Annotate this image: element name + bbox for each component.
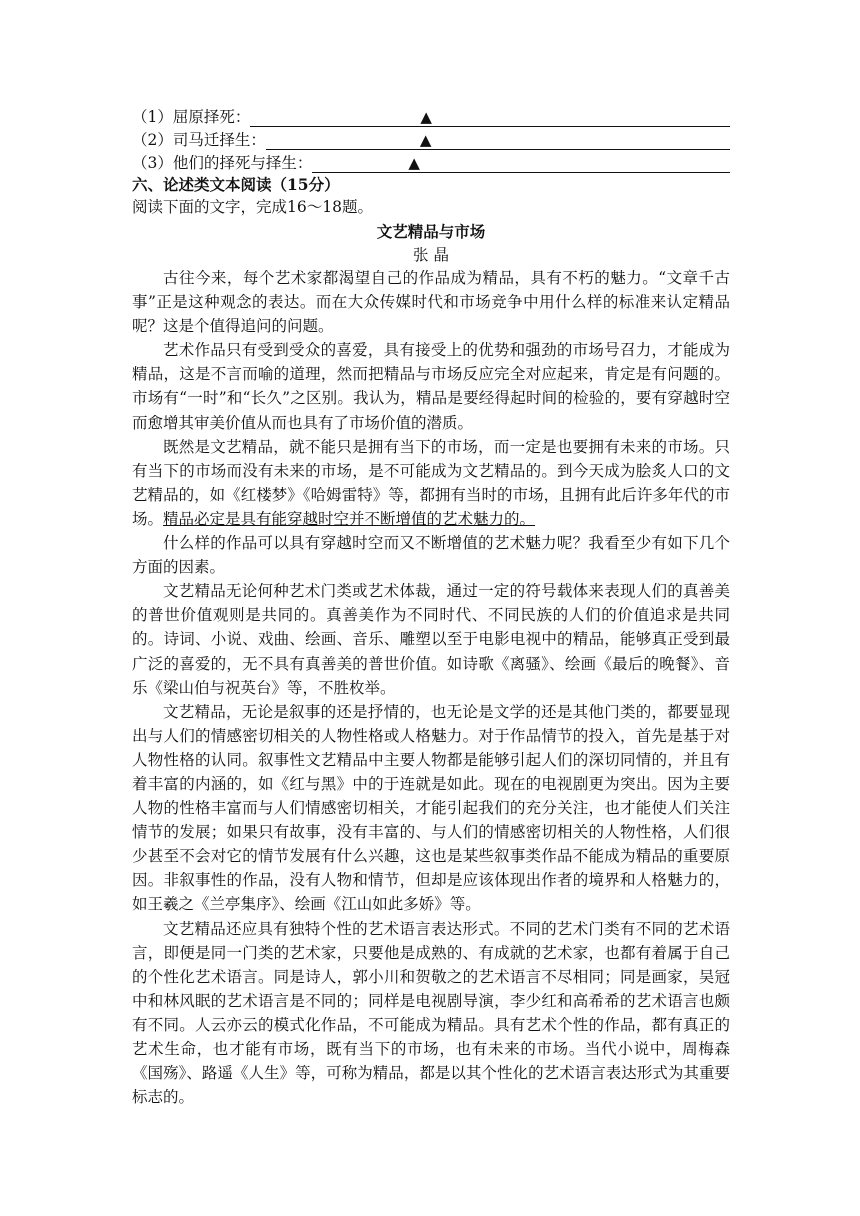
triangle-marker-icon: ▲ bbox=[408, 154, 420, 172]
question-3 bbox=[132, 150, 730, 173]
paragraph-2: 艺术作品只有受到受众的喜爱，具有接受上的优势和强劲的市场号召力，才能成为精品，这是不言而喻的道理，然而把精品与市场反应完全对应起来，肯定是有问题的。市场有“一时”和“长久”之区别。我认为，精品是要经得起时间的检验的，要有穿越时空而愈增其审美价值从而也具有了市场价值的潜质。 bbox=[132, 341, 730, 432]
paragraph-1: 古往今来，每个艺术家都渴望自己的作品成为精品，具有不朽的魅力。“文章千古事”正是这种观念的表达。而在大众传媒时代和市场竞争中用什么样的标准来认定精品呢？这是个值得追问的问题。 bbox=[132, 269, 730, 336]
paragraph-5: 文艺精品无论何种艺术门类或艺术体裁，通过一定的符号载体来表现人们的真善美的普世价值观则是共同的。真善美作为不同时代、不同民族的人们的价值追求是共同的。诗词、小说、戏曲、绘画、音乐、雕塑以至于电影电视中的精品，能够真正受到最广泛的喜爱的，无不具有真善美的普世价值。如诗歌《离骚》、绘画《最后的晚餐》、音乐《梁山伯与祝英台》等，不胜枚举。 bbox=[132, 582, 730, 697]
question-2 bbox=[132, 127, 730, 150]
question-1 bbox=[132, 104, 730, 127]
answer-blank-1[interactable] bbox=[250, 108, 730, 127]
article-title: 文艺精品与市场 bbox=[376, 222, 486, 241]
instruction-text: 阅读下面的文字，完成16～18题。 bbox=[132, 198, 373, 216]
article-author: 张 晶 bbox=[413, 246, 449, 264]
section-heading: 六、论述类文本阅读（15分） bbox=[132, 175, 340, 194]
triangle-marker-icon: ▲ bbox=[420, 108, 432, 126]
question-3-label: （3）他们的择死与择生： bbox=[132, 154, 313, 172]
paragraph-3: 既然是文艺精品，就不能只是拥有当下的市场，而一定是也要拥有未来的市场。只有当下的市场而没有未来的市场，是不可能成为文艺精品的。到今天成为脍炙人口的文艺精品的，如《红楼梦》《哈姆雷特》等，都拥有当时的市场，且拥有此后许多年代的市场。精品必定是具有能穿越时空并不断增值的艺术魅力的。 bbox=[132, 437, 730, 528]
exam-page bbox=[132, 104, 730, 1109]
question-2-label: （2）司马迁择生： bbox=[132, 131, 266, 149]
paragraph-6: 文艺精品，无论是叙事的还是抒情的，也无论是文学的还是其他门类的，都要显现出与人们的情感密切相关的人物性格或人格魅力。对于作品情节的投入，首先是基于对人物性格的认同。叙事性文艺精品中主要人物都是能够引起人们的深切同情的，并且有着丰富的内涵的，如《红与黑》中的于连就是如此。现在的电视剧更为突出。因为主要人物的性格丰富而与人们情感密切相关，才能引起我们的充分关注，也才能使人们关注情节的发展；如果只有故事，没有丰富的、与人们的情感密切相关的人物性格，人们很少甚至不会对它的情节发展有什么兴趣，这也是某些叙事类作品不能成为精品的重要原因。非叙事性的作品，没有人物和情节，但却是应该体现出作者的境界和人格魅力的，如王羲之《兰亭集序》、绘画《江山如此多娇》等。 bbox=[132, 702, 730, 914]
underlined-sentence: 精品必定是具有能穿越时空并不断增值的艺术魅力的。 bbox=[163, 509, 536, 528]
answer-blank-3[interactable] bbox=[312, 154, 730, 173]
paragraph-4: 什么样的作品可以具有穿越时空而又不断增值的艺术魅力呢？我看至少有如下几个方面的因素。 bbox=[132, 534, 730, 577]
answer-blank-2[interactable] bbox=[266, 131, 730, 150]
question-1-label: （1）屈原择死： bbox=[132, 108, 251, 126]
triangle-marker-icon: ▲ bbox=[419, 131, 432, 149]
paragraph-7: 文艺精品还应具有独特个性的艺术语言表达形式。不同的艺术门类有不同的艺术语言，即便是同一门类的艺术家，只要他是成熟的、有成就的艺术家，也都有着属于自己的个性化艺术语言。同是诗人，郭小川和贺敬之的艺术语言不尽相同；同是画家，吴冠中和林风眠的艺术语言是不同的；同样是电视剧导演，李少红和高希希的艺术语言也颇有不同。人云亦云的模式化作品，不可能成为精品。具有艺术个性的作品，都有真正的艺术生命，也才能有市场，既有当下的市场，也有未来的市场。当代小说中，周梅森《国殇》、路遥《人生》等，可称为精品，都是以其个性化的艺术语言表达形式为其重要标志的。 bbox=[132, 919, 730, 1107]
